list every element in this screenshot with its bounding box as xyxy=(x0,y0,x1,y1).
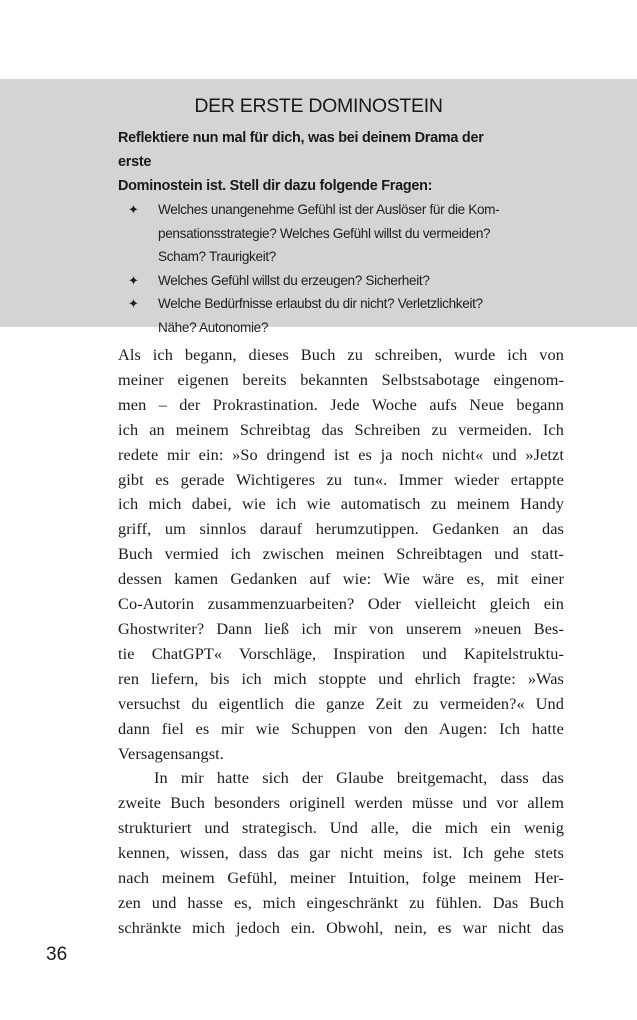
text-line: versuchst du eigentlich die ganze Zeit zu vermeiden?« Und xyxy=(118,693,564,713)
star-bullet-icon: ✦ xyxy=(128,296,139,311)
reflection-box xyxy=(0,79,637,335)
star-bullet-icon: ✦ xyxy=(128,272,139,288)
text-line: Als ich begann, dieses Buch zu schreiben, wurde ich von xyxy=(118,345,564,364)
text-line: zweite Buch besonders originell werden müsse und vor allem xyxy=(118,793,564,813)
text-line: ich an meinem Schreibtag das Schreiben zu vermeiden. Ich xyxy=(118,419,564,439)
text-line: ren liefern, bis ich mich stoppte und ehrlich fragte: »Was xyxy=(118,668,564,688)
text-line: Ghostwriter? Dann ließ ich mir von unserem »neuen Bes- xyxy=(118,618,564,638)
question-line: Nähe? Autonomie? xyxy=(158,319,269,335)
star-bullet-icon: ✦ xyxy=(128,202,139,217)
paragraph-1 xyxy=(118,343,564,766)
text-line: Versagensangst. xyxy=(118,743,224,763)
box-title: DER ERSTE DOMINOSTEIN xyxy=(194,95,443,117)
question-item xyxy=(118,269,519,293)
text-line: nach meinem Gefühl, meiner Intuition, folge meinem Her- xyxy=(118,868,564,888)
question-line: Welches unangenehme Gefühl ist der Auslöser für die Kom- xyxy=(158,202,500,217)
question-line: pensationsstrategie? Welches Gefühl willst du vermeiden? xyxy=(158,225,491,241)
page-number: 36 xyxy=(46,944,68,965)
question-item xyxy=(118,198,519,269)
question-line: Welches Gefühl willst du erzeugen? Sicherheit? xyxy=(158,272,430,288)
text-line: Buch vermied ich zwischen meinen Schreibtagen und statt- xyxy=(118,544,564,564)
question-line: Scham? Traurigkeit? xyxy=(158,249,277,264)
text-line: schränkte mich jedoch ein. Obwohl, nein, es war nicht das xyxy=(118,917,564,937)
text-line: meiner eigenen bereits bekannten Selbstsabotage eingenom- xyxy=(118,369,564,389)
text-line: Co-Autorin zusammenzuarbeiten? Oder vielleicht gleich ein xyxy=(118,594,564,614)
text-line: tie ChatGPT« Vorschläge, Inspiration und Kapitelstruktu- xyxy=(118,643,564,663)
text-line: gibt es gerade Wichtigeres zu tun«. Immer wieder ertappte xyxy=(118,469,564,489)
text-line: griff, um sinnlos darauf herumzutippen. Gedanken an das xyxy=(118,519,564,539)
question-item xyxy=(118,292,519,339)
box-intro xyxy=(118,126,519,198)
question-list xyxy=(118,198,519,339)
paragraph-2 xyxy=(118,766,564,940)
text-line: dessen kamen Gedanken auf wie: Wie wäre es, mit einer xyxy=(118,569,564,589)
body-text xyxy=(118,343,564,941)
text-line: men – der Prokrastination. Jede Woche aufs Neue begann xyxy=(118,394,564,414)
text-line: kennen, wissen, dass das gar nicht meins ist. Ich gehe stets xyxy=(118,843,564,863)
text-line: strukturiert und strategisch. Und alle, die mich ein wenig xyxy=(118,818,564,838)
text-line: dann fiel es mir wie Schuppen von den Augen: Ich hatte xyxy=(118,718,564,738)
text-line: ich mich dabei, wie ich wie automatisch zu meinem Handy xyxy=(118,494,564,514)
box-intro-line: Reflektiere nun mal für dich, was bei deinem Drama der erste xyxy=(118,130,484,170)
text-line: redete mir ein: »So dringend ist es ja noch nicht« und »Jetzt xyxy=(118,444,564,464)
question-line: Welche Bedürfnisse erlaubst du dir nicht? Verletzlichkeit? xyxy=(158,296,483,311)
text-line: In mir hatte sich der Glaube breitgemacht, dass das xyxy=(154,768,564,788)
text-line: zen und hasse es, mich eingeschränkt zu fühlen. Das Buch xyxy=(118,892,564,912)
box-intro-line: Dominostein ist. Stell dir dazu folgende Fragen: xyxy=(118,178,433,194)
